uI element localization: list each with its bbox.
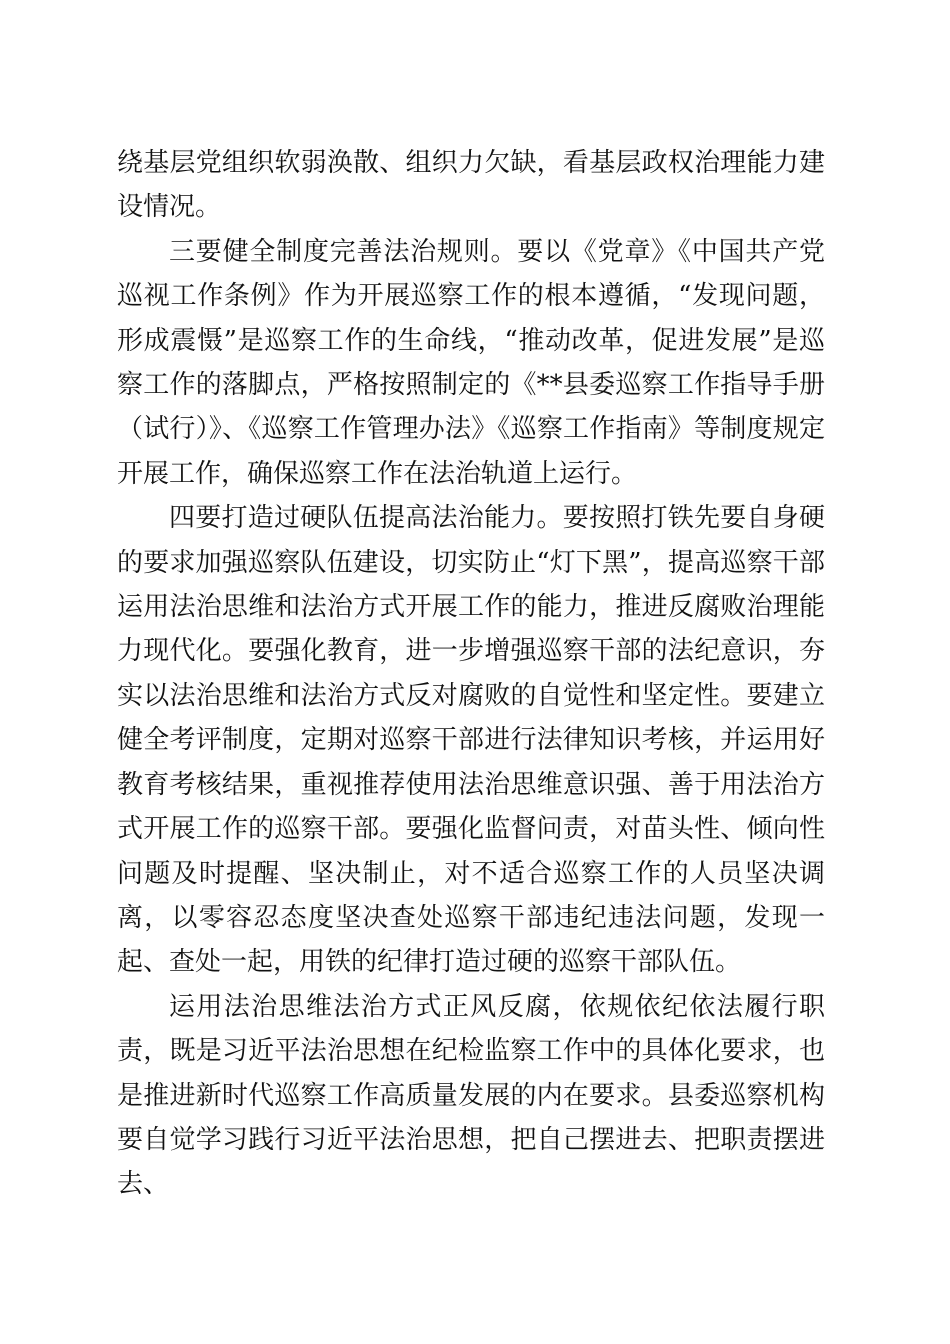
paragraph-continued: 绕基层党组织软弱涣散、组织力欠缺，看基层政权治理能力建设情况。	[117, 148, 825, 223]
document-body	[117, 141, 825, 1207]
paragraph-conclusion: 运用法治思维法治方式正风反腐，依规依纪依法履行职责，既是习近平法治思想在纪检监察工作中的具体化要求，也是推进新时代巡察工作高质量发展的内在要求。县委巡察机构要自觉学习践行习近平法治思想，把自己摆进去、把职责摆进去、	[117, 991, 825, 1200]
paragraph-three-rules: 三要健全制度完善法治规则。要以《党章》《中国共产党巡视工作条例》作为开展巡察工作的根本遵循，“发现问题，形成震慑”是巡察工作的生命线，“推动改革，促进发展”是巡察工作的落脚点，严格按照制定的《**县委巡察工作指导手册（试行）》、《巡察工作管理办法》《巡察工作指南》等制度规定开展工作，确保巡察工作在法治轨道上运行。	[117, 236, 825, 489]
paragraph-four-team: 四要打造过硬队伍提高法治能力。要按照打铁先要自身硬的要求加强巡察队伍建设，切实防止“灯下黑”，提高巡察干部运用法治思维和法治方式开展工作的能力，推进反腐败治理能力现代化。要强化教育，进一步增强巡察干部的法纪意识，夯实以法治思维和法治方式反对腐败的自觉性和坚定性。要建立健全考评制度，定期对巡察干部进行法律知识考核，并运用好教育考核结果，重视推荐使用法治思维意识强、善于用法治方式开展工作的巡察干部。要强化监督问责，对苗头性、倾向性问题及时提醒、坚决制止，对不适合巡察工作的人员坚决调离，以零容忍态度坚决查处巡察干部违纪违法问题，发现一起、查处一起，用铁的纪律打造过硬的巡察干部队伍。	[117, 503, 825, 978]
